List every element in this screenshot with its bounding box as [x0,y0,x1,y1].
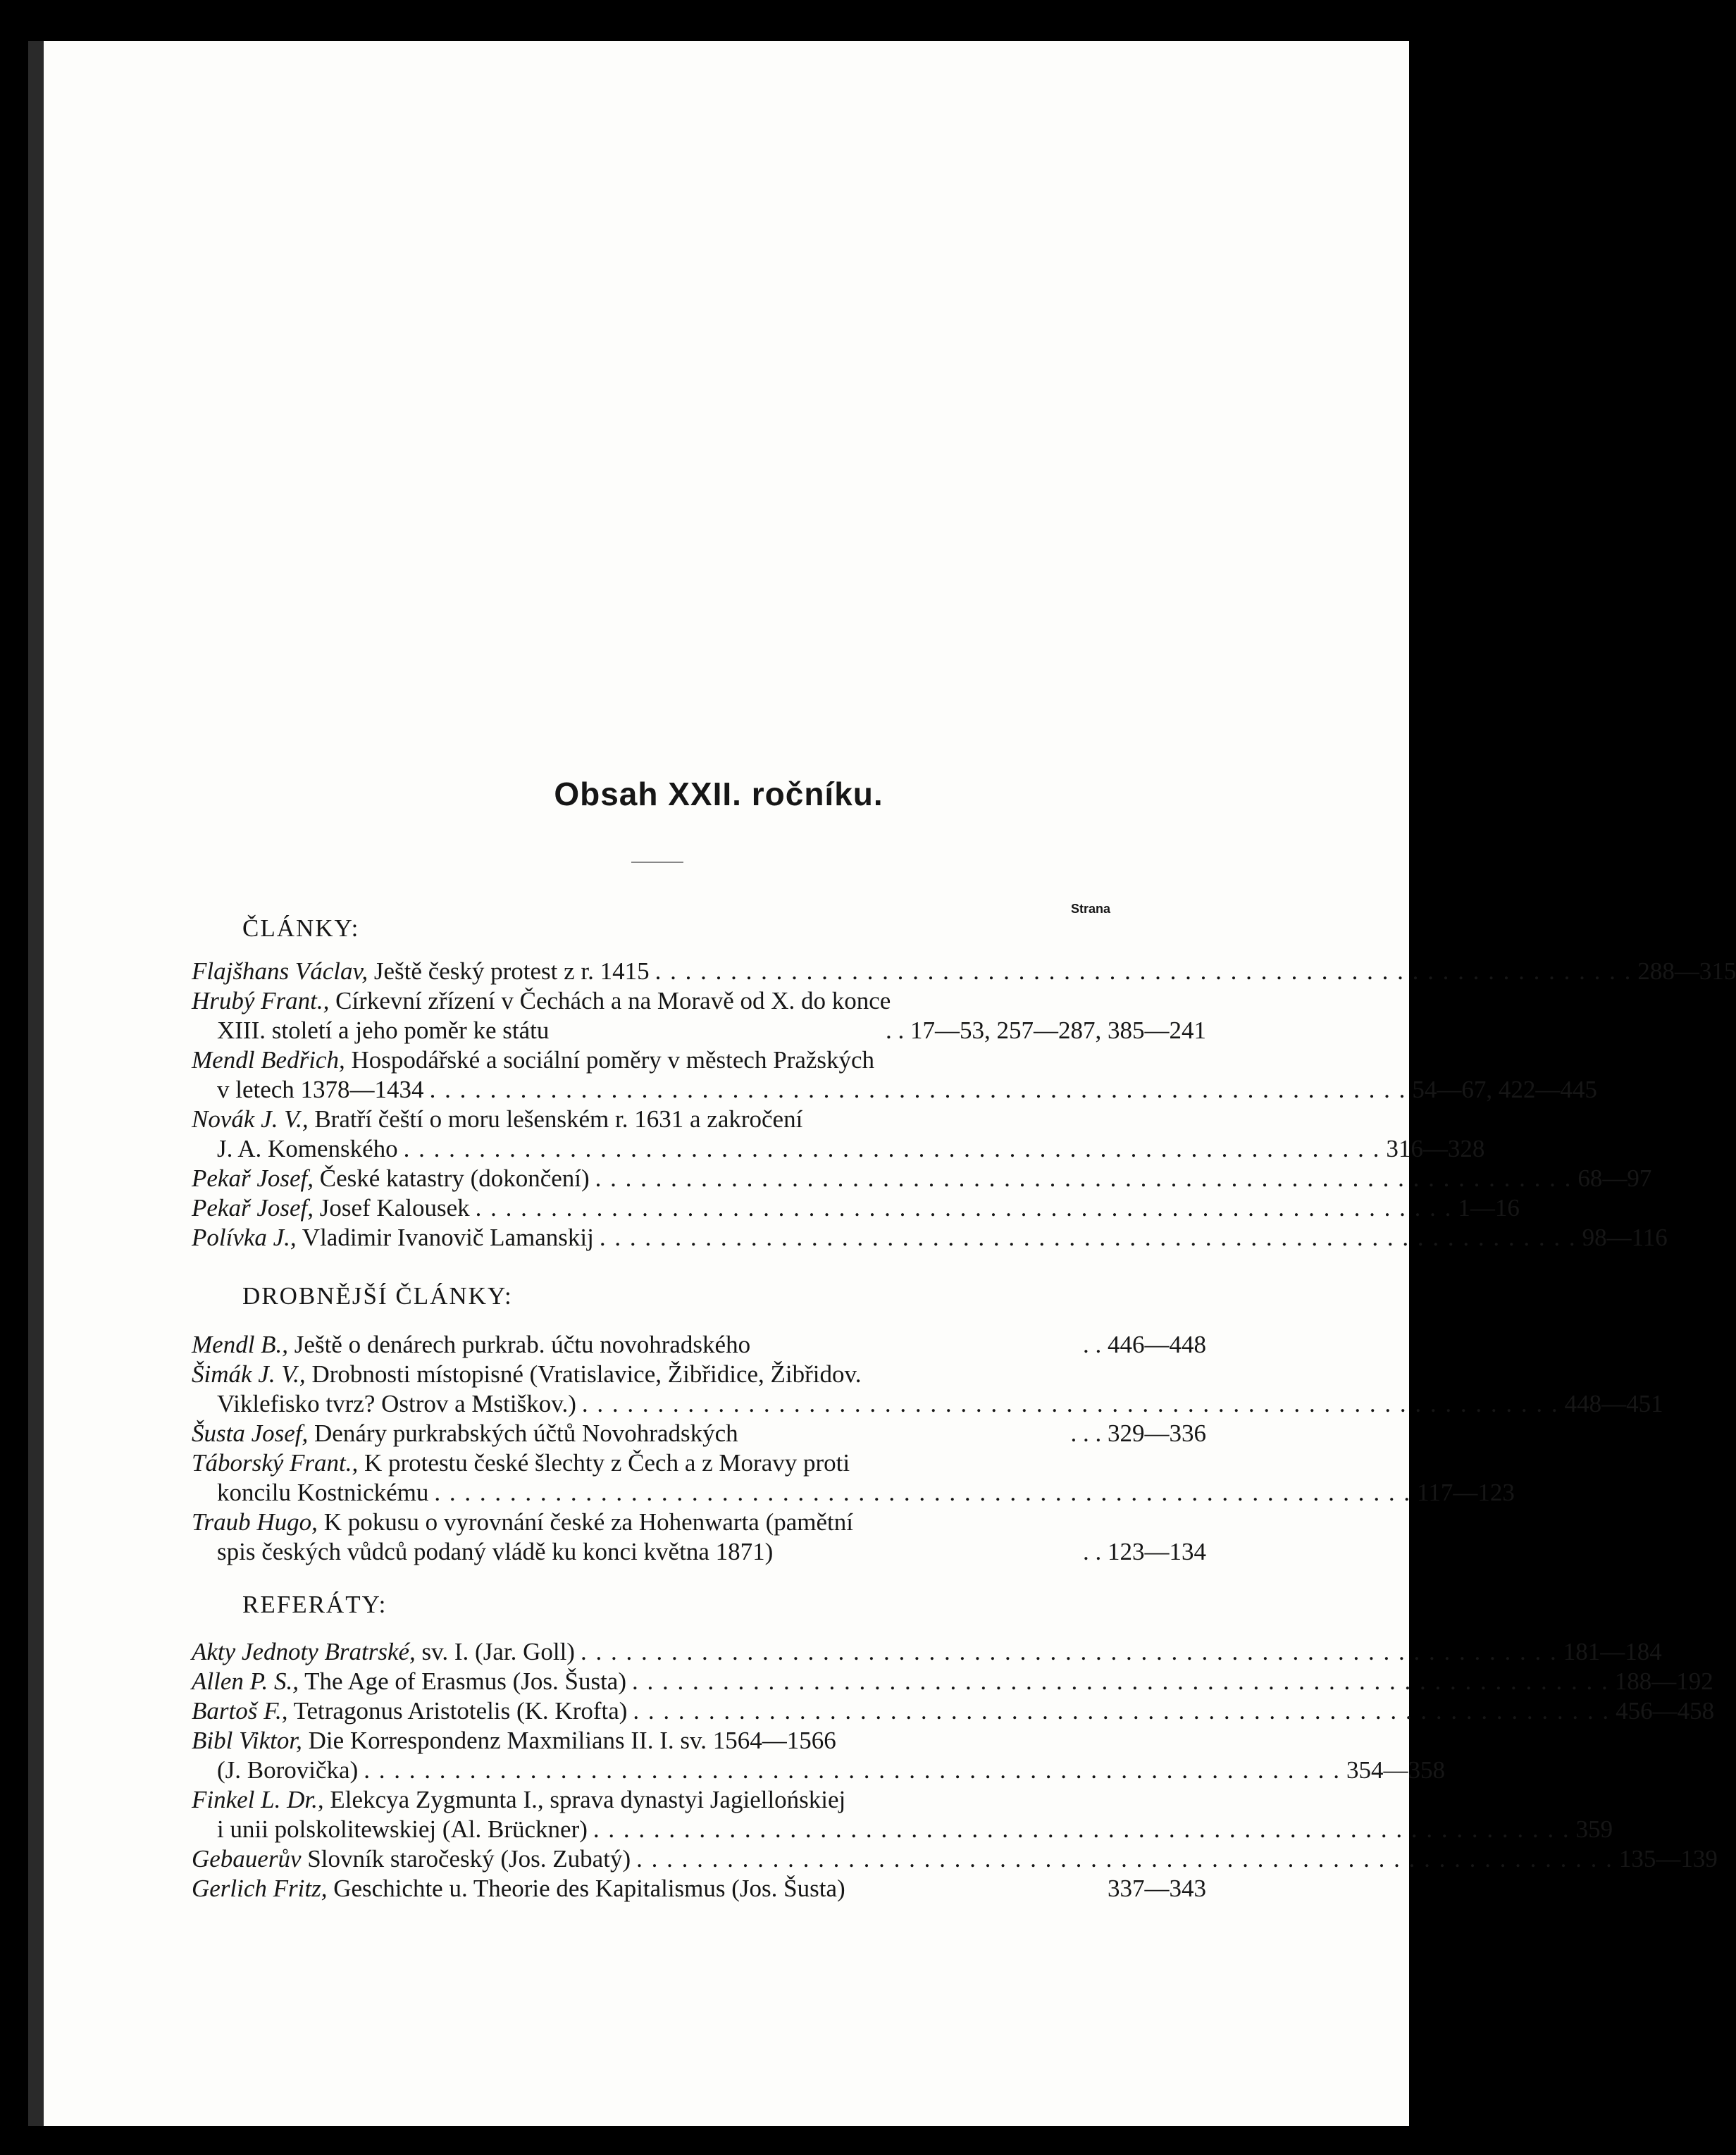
list-item [192,1330,1206,1360]
entry-pages: 54—67, 422—445 [1412,1076,1597,1103]
leader-dots [404,1134,1381,1164]
list-item [192,1193,1520,1223]
leader-dots [581,1637,1558,1667]
entry-author: Gerlich Fritz, [192,1875,328,1902]
title-divider [631,862,683,863]
entry-title: Tetragonus Aristotelis (K. Krofta) [287,1697,628,1725]
leader-dots [600,1223,1577,1253]
entry-author: Pekař Josef, [192,1194,314,1222]
leader-dots [430,1075,1407,1105]
entry-author: Traub Hugo, [192,1508,318,1536]
list-item [192,1696,1715,1726]
list-item [192,986,1206,1045]
list-item [192,1223,1668,1253]
entry-author: Flajšhans Václav, [192,957,368,985]
entry-title-continued: XIII. století a jeho poměr ke státu [217,1017,550,1044]
entry-pages: . . 123—134 [1083,1538,1206,1565]
list-item [192,1844,1718,1874]
list-item [192,1419,1206,1448]
entry-pages: 181—184 [1563,1638,1662,1665]
list-item [192,1726,1445,1785]
entry-pages: . . 446—448 [1083,1331,1206,1358]
entry-pages: 117—123 [1417,1479,1515,1506]
entry-title-continued: i unii polskolitewskiej (Al. Brückner) [217,1815,588,1843]
entry-title-continued: Viklefisko tvrz? Ostrov a Mstiškov.) [217,1390,576,1417]
entry-pages: 354—358 [1346,1756,1445,1784]
entry-pages: 316—328 [1386,1135,1485,1162]
entry-pages: 135—139 [1618,1845,1718,1873]
entry-author: Bartoš F., [192,1697,288,1725]
entry-title: Denáry purkrabských účtů Novohradských [308,1420,738,1447]
entry-author: Allen P. S., [192,1668,299,1695]
section-heading-drobnejsi-clanky: DROBNĚJŠÍ ČLÁNKY: [242,1282,513,1310]
leader-dots [636,1844,1613,1874]
page-title: Obsah XXII. ročníku. [554,776,884,812]
entry-title-continued: J. A. Komenského [217,1135,398,1162]
entry-title-continued: (J. Borovička) [217,1756,359,1784]
entry-title: Geschichte u. Theorie des Kapitalismus (Jos. Šusta) [327,1875,845,1902]
entry-pages: 68—97 [1577,1165,1652,1192]
section-heading-clanky: ČLÁNKY: [242,914,360,942]
column-label-strana: Strana [1071,902,1111,916]
leader-dots [593,1815,1570,1844]
list-item [192,1448,1515,1508]
list-item [192,1360,1663,1419]
list-item [192,1164,1652,1193]
entry-author: Mendl B., [192,1331,289,1358]
entry-title: Josef Kalousek [313,1194,470,1222]
list-item [192,1045,1597,1105]
list-item [192,1105,1485,1164]
entry-pages: 448—451 [1564,1390,1663,1417]
entry-title: Ještě o denárech purkrab. účtu novohradského [288,1331,751,1358]
entry-title: Elekcya Zygmunta I., sprava dynastyi Jagiellońskiej [323,1786,846,1813]
section-list-clanky [192,957,1736,1253]
entry-author: Novák J. V., [192,1105,309,1133]
entry-author: Šimák J. V., [192,1360,306,1388]
entry-pages: . . 17—53, 257—287, 385—241 [886,1017,1206,1044]
entry-title: Vladimir Ivanovič Lamanskij [296,1224,594,1251]
entry-title: Die Korrespondenz Maxmilians II. I. sv. 1564—1566 [302,1727,836,1754]
leader-dots [633,1696,1610,1726]
list-item [192,1667,1713,1696]
entry-author: Mendl Bedřich, [192,1046,345,1074]
entry-author: Finkel L. Dr., [192,1786,324,1813]
entry-author: Bibl Viktor, [192,1727,302,1754]
leader-dots [434,1478,1411,1508]
section-list-referaty [192,1637,1718,1904]
entry-title: Bratří čeští o moru lešenském r. 1631 a zakročení [308,1105,803,1133]
leader-dots [595,1164,1573,1193]
scan-border [28,41,44,2126]
entry-title-continued: v letech 1378—1434 [217,1076,424,1103]
entry-pages: . . . 329—336 [1070,1420,1206,1447]
section-list-drobnejsi-clanky [192,1330,1663,1567]
list-item [192,1637,1662,1667]
entry-title: Slovník staročeský (Jos. Zubatý) [301,1845,631,1873]
entry-title: The Age of Erasmus (Jos. Šusta) [298,1668,626,1695]
entry-title: Ještě český protest z r. 1415 [368,957,650,985]
list-item [192,957,1736,986]
entry-title: Hospodářské a sociální poměry v městech Pražských [345,1046,875,1074]
entry-pages: 288—315 [1637,957,1736,985]
entry-author: Pekař Josef, [192,1165,314,1192]
entry-title: Drobnosti místopisné (Vratislavice, Žibřidice, Žibřidov. [305,1360,862,1388]
leader-dots [632,1667,1609,1696]
entry-author: Gebauerův [192,1845,302,1873]
entry-author: Táborský Frant., [192,1449,359,1477]
entry-pages: 188—192 [1614,1668,1713,1695]
leader-dots [476,1193,1453,1223]
entry-author: Šusta Josef, [192,1420,309,1447]
entry-pages: 1—16 [1458,1194,1520,1222]
section-heading-referaty: REFERÁTY: [242,1591,388,1618]
entry-pages: 98—116 [1582,1224,1668,1251]
entry-pages: 456—458 [1616,1697,1715,1725]
entry-pages: 359 [1575,1815,1613,1843]
entry-author: Akty Jednoty Bratrské, [192,1638,416,1665]
entry-title-continued: spis českých vůdců podaný vládě ku konci května 1871) [217,1538,774,1565]
entry-title: České katastry (dokončení) [313,1165,590,1192]
list-item [192,1874,1206,1904]
entry-title-continued: koncilu Kostnickému [217,1479,429,1506]
entry-pages: 337—343 [1108,1875,1206,1902]
leader-dots [364,1756,1341,1785]
document-page [28,41,1736,2126]
entry-title: sv. I. (Jar. Goll) [415,1638,575,1665]
list-item [192,1508,1206,1567]
entry-title: Církevní zřízení v Čechách a na Moravě od X. do konce [329,987,891,1014]
entry-title: K protestu české šlechty z Čech a z Moravy proti [358,1449,850,1477]
entry-author: Hrubý Frant., [192,987,330,1014]
entry-title: K pokusu o vyrovnání české za Hohenwarta (pamětní [317,1508,853,1536]
leader-dots [582,1389,1559,1419]
leader-dots [655,957,1632,986]
entry-author: Polívka J., [192,1224,297,1251]
list-item [192,1785,1613,1844]
